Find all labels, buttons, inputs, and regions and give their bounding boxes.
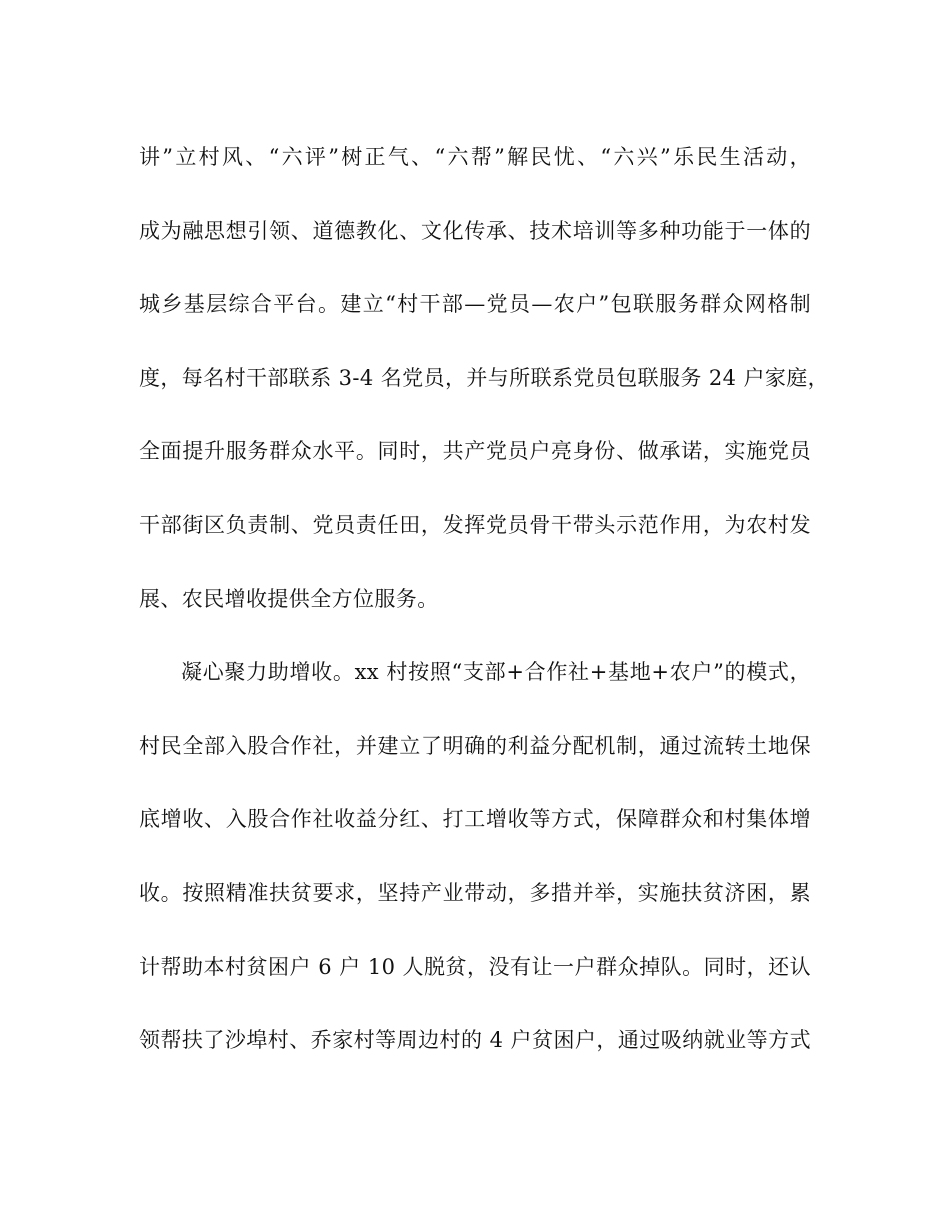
text-line-4: 度，每名村干部联系 3-4 名党员，并与所联系党员包联服务 24 户家庭， [139, 365, 830, 390]
text-line-8: 凝心聚力助增收。xx 村按照“支部+合作社+基地+农户”的模式， [181, 660, 811, 685]
text-line-13: 领帮扶了沙埠村、乔家村等周边村的 4 户贫困户，通过吸纳就业等方式 [139, 1028, 811, 1053]
text-line-6: 干部街区负责制、党员责任田，发挥党员骨干带头示范作用，为农村发 [139, 512, 811, 537]
text-line-7: 展、农民增收提供全方位服务。 [139, 586, 439, 611]
text-line-12: 计帮助本村贫困户 6 户 10 人脱贫，没有让一户群众掉队。同时，还认 [139, 954, 811, 979]
text-line-10: 底增收、入股合作社收益分红、打工增收等方式，保障群众和村集体增 [139, 807, 811, 832]
text-line-11: 收。按照精准扶贫要求，坚持产业带动，多措并举，实施扶贫济困，累 [139, 880, 811, 905]
text-line-9: 村民全部入股合作社，并建立了明确的利益分配机制，通过流转土地保 [139, 733, 811, 758]
document-body [139, 139, 830, 1096]
text-line-2: 成为融思想引领、道德教化、文化传承、技术培训等多种功能于一体的 [139, 218, 811, 243]
text-line-1: 讲”立村风、“六评”树正气、“六帮”解民忧、“六兴”乐民生活动， [139, 145, 811, 169]
text-line-5: 全面提升服务群众水平。同时，共产党员户亮身份、做承诺，实施党员 [139, 439, 811, 464]
text-line-3: 城乡基层综合平台。建立“村干部—党员—农户”包联服务群众网格制 [139, 292, 811, 317]
